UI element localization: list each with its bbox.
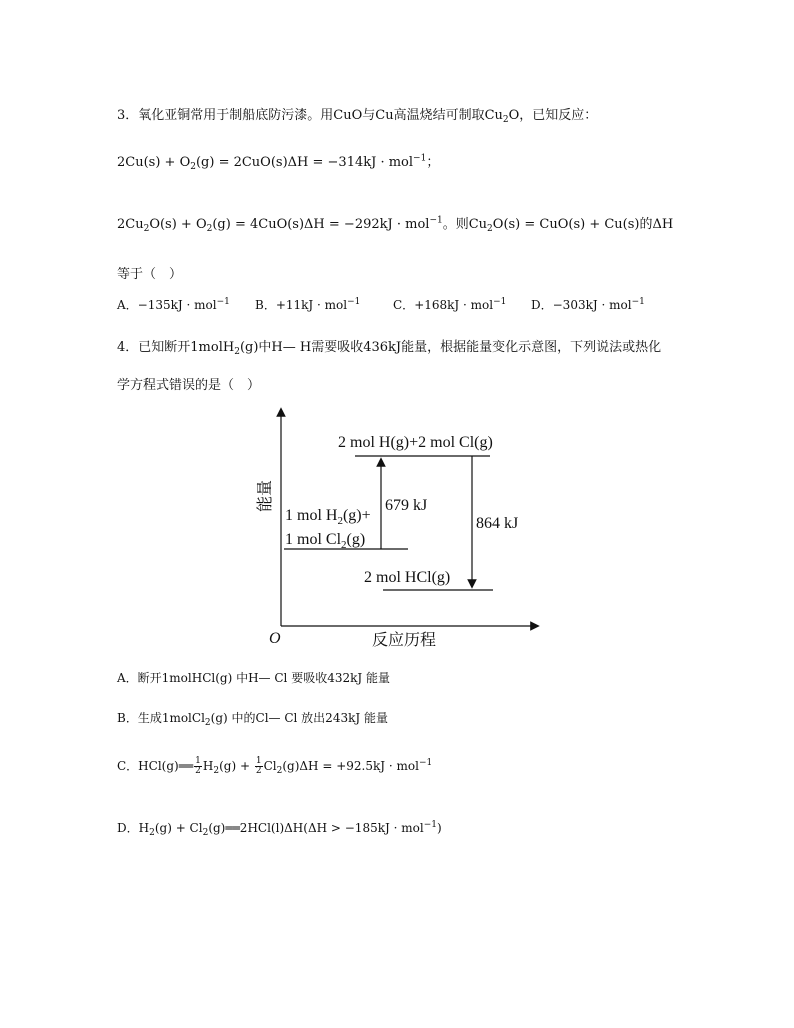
label-origin: O [269,630,281,647]
q3-equation-2: $2Cu_2O(s) + O_2(g) = 4CuO(s)\Delta H = -292kJ \cdot mol^{-1}$。则$Cu_2O(s) = CuO(s) + Cu(s)$的ΔH [117,215,674,234]
label-products: 2 mol HCl(g) [364,569,451,586]
label-x-axis: 反应历程 [372,632,437,649]
q3-option-b[interactable]: B．+11kJ · mol$^{-1}$ [255,297,361,312]
q4-option-a[interactable]: A．断开1molHCl(g) 中H— Cl 要吸收432kJ 能量 [117,671,391,685]
label-y-axis: 能量 [257,479,274,513]
q3-option-a[interactable]: A．−135kJ · mol$^{-1}$ [117,297,230,312]
fraction-half: $\frac{1}{2}$ [255,756,262,776]
q4-stem-line2: 学方程式错误的是（ ） [117,378,261,393]
label-atoms: 2 mol H(g)+2 mol Cl(g) [338,434,493,451]
q3-stem-line1: 3．氧化亚铜常用于制船底防污漆。用CuO与Cu高温烧结可制取$Cu_2O$，已知反应： [117,108,598,125]
q3-equation-1: $2Cu(s) + O_2(g) = 2CuO(s)\Delta H = -314kJ \cdot mol^{-1}$； [117,153,440,172]
label-679: 679 kJ [385,497,428,514]
label-reactant-cl2: 1 mol $Cl_2(g)$ [285,531,366,551]
q3-stem-line4: 等于（ ） [117,267,183,282]
q4-option-d[interactable]: D．$H_2(g)$ + $Cl_2(g)══2HCl(l)\Delta H(\Delta H > -185kJ \cdot mol^{-1})$ [117,820,442,838]
q3-option-c[interactable]: C．+168kJ · mol$^{-1}$ [393,297,507,312]
q3-option-d[interactable]: D．−303kJ · mol$^{-1}$ [531,297,645,312]
q4-option-c[interactable]: C．HCl(g)══ $\frac{1}{2}$ $H_2(g)$ + $\frac{1}{2}$ $Cl_2(g)\Delta H = +92.5kJ \cdot mol^{-1}$ [117,756,433,776]
q4-stem-line1: 4．已知断开1molH$_2$(g)中H— H需要吸收436kJ能量，根据能量变化示意图，下列说法或热化 [117,340,662,357]
fraction-half: $\frac{1}{2}$ [195,756,201,776]
label-864: 864 kJ [476,515,519,532]
q4-option-b[interactable]: B．生成1molCl$_2$(g) 中的Cl— Cl 放出243kJ 能量 [117,711,388,728]
label-reactant-h2: 1 mol $H_2(g)+$ [285,507,371,527]
